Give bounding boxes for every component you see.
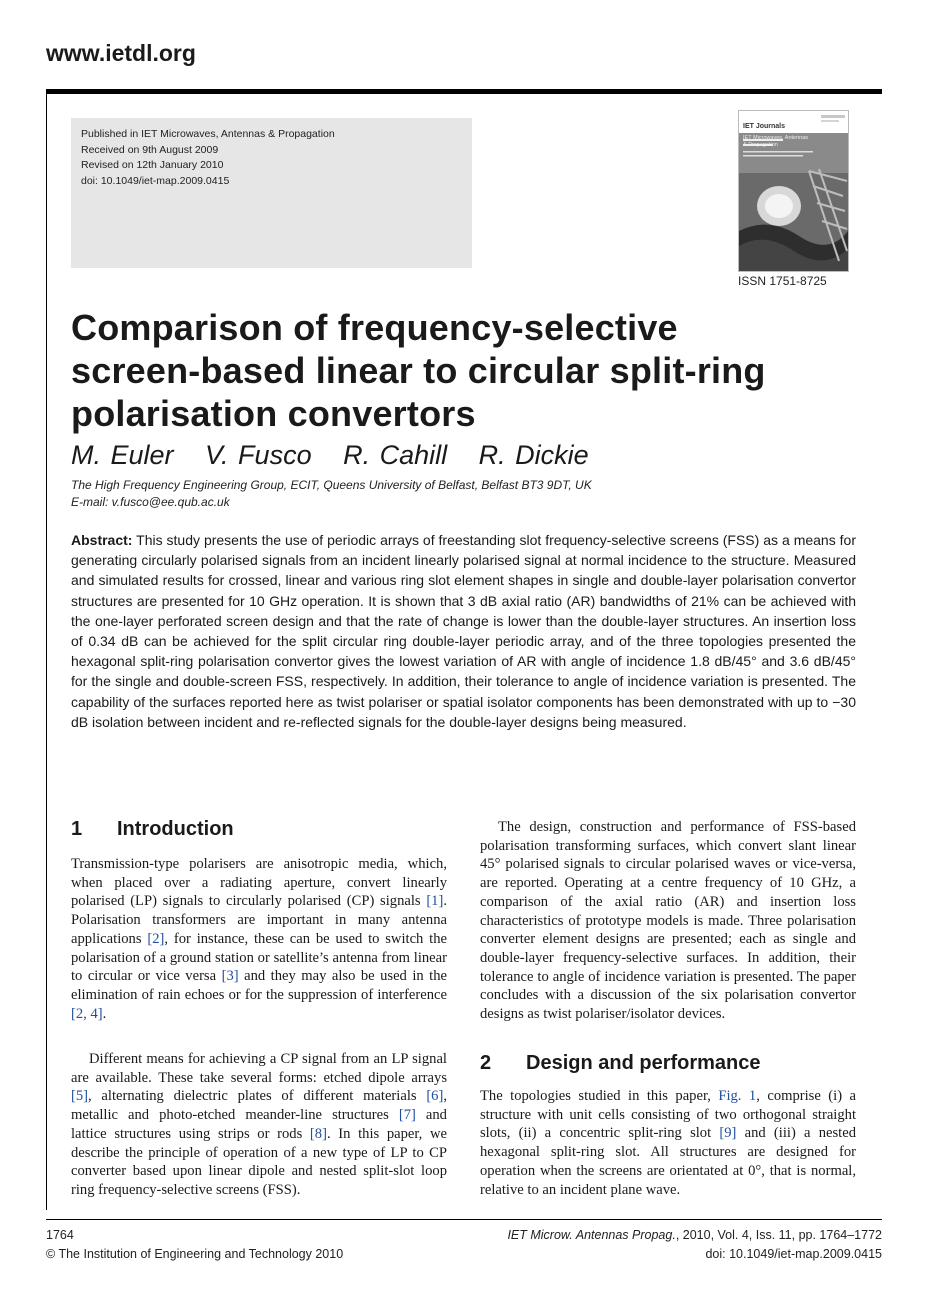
citation-line: [440, 1226, 882, 1245]
citation-link[interactable]: [1]: [426, 893, 444, 910]
volume-info: , 2010, Vol. 4, Iss. 11, pp. 1764–1772: [675, 1228, 882, 1242]
published-in: Published in IET Microwaves, Antennas & Propagation: [81, 128, 335, 140]
text-run: , alternating dielectric plates of different materials: [88, 1088, 427, 1105]
section-heading-design: [480, 1052, 761, 1075]
top-rule: [46, 89, 882, 94]
title-line: polarisation convertors: [71, 393, 476, 434]
page-number: 1764: [46, 1228, 74, 1242]
revised-date: Revised on 12th January 2010: [81, 159, 224, 171]
text-run: . Polarisation transformers are important in many antenna applications: [71, 893, 447, 947]
copyright: © The Institution of Engineering and Technology 2010: [46, 1247, 344, 1261]
journal-abbrev: IET Microw. Antennas Propag.: [507, 1228, 676, 1242]
text-run: .: [102, 1005, 107, 1022]
cover-brand: IET Journals: [743, 123, 786, 130]
text-run: , for instance, these can be used to switch the polarisation of a ground station or satellite’s antenna from linear to circular or vice versa: [71, 930, 448, 985]
text-run: and they may also be used in the elimination of rain echoes or for the suppression of interference: [71, 968, 447, 1003]
section-heading-introduction: [71, 818, 234, 841]
author: R. Cahill: [343, 440, 448, 470]
affiliation: The High Frequency Engineering Group, ECIT, Queens University of Belfast, Belfast BT3 9DT, UK: [71, 478, 592, 492]
intro-paragraph-2: [71, 1050, 447, 1200]
citation-link[interactable]: [9]: [719, 1125, 737, 1142]
title-line: Comparison of frequency-selective: [71, 307, 678, 348]
text-run: and (iii) a nested hexagonal split-ring slot. All structures are designed for operation when the screens are orientated at 0°, that is normal, relative to an incident plane wave.: [480, 1125, 856, 1198]
footer-rule: [46, 1219, 882, 1220]
citation-link[interactable]: [8]: [309, 1125, 327, 1142]
author: V. Fusco: [205, 440, 312, 470]
doi-footer[interactable]: doi: 10.1049/iet-map.2009.0415: [705, 1247, 882, 1261]
text-run: , metallic and photo-etched meander-line structures: [71, 1088, 447, 1124]
article-title: [71, 306, 831, 435]
text-run: and lattice structures using strips or rods: [71, 1107, 447, 1142]
text-run: Different means for achieving a CP signal from an LP signal are available. These take several forms: etched dipole arrays: [71, 1051, 447, 1086]
author: M. Euler: [71, 440, 174, 470]
paragraph-text: The design, construction and performance of FSS-based polarisation transforming surfaces, which convert slant linear 45° polarised signals to circular polarised waves or vice-versa, are reported. Operating at a centre frequency of 10 GHz, a comparison of the axial ratio (AR) and insertion loss characteristics of prototype models is made. Three polarisation converter element designs are presented; each as single and double-layer frequency-selective surfaces. In addition, their tolerance to angle of incidence variation is presented. The paper concludes with a discussion of the six polarisation convertor designs as twist polariser/isolator devices.: [480, 819, 856, 1023]
figure-link[interactable]: Fig. 1: [718, 1088, 757, 1104]
text-run: . In this paper, we describe the principle of operation of a new type of LP to CP converter based upon linear dipole and nested split-slot loop ring frequency-selective screens (FSS).: [71, 1125, 447, 1198]
section-title: Introduction: [117, 818, 234, 840]
cover-title: [743, 135, 808, 149]
citation-link[interactable]: [7]: [398, 1107, 416, 1124]
text-run: The topologies studied in this paper,: [480, 1088, 719, 1104]
citation-link[interactable]: [2]: [147, 930, 165, 947]
email[interactable]: E-mail: v.fusco@ee.qub.ac.uk: [71, 495, 230, 509]
design-paragraph-1: [480, 1087, 856, 1199]
section-number: 2: [480, 1052, 492, 1074]
text-run: Transmission-type polarisers are anisotropic media, which, when placed over a radiating aperture, convert linearly polarised (LP) signals to circularly polarised (CP) signals: [71, 856, 447, 910]
footer-right: [440, 1226, 882, 1264]
publication-info-box: [71, 118, 472, 268]
affiliation-block: [71, 477, 592, 511]
issn: ISSN 1751-8725: [738, 274, 827, 288]
received-date: Received on 9th August 2009: [81, 143, 219, 156]
author-list: [71, 440, 611, 471]
site-url[interactable]: www.ietdl.org: [46, 40, 196, 66]
intro-paragraph-1: [71, 855, 447, 1023]
text-run: , comprise (i) a structure with unit cells consisting of two orthogonal straight slots, (ii) a concentric split-ring slot: [480, 1088, 857, 1142]
author: R. Dickie: [478, 440, 589, 470]
citation-link[interactable]: [3]: [221, 968, 239, 985]
footer-left: [46, 1226, 343, 1264]
abstract: [71, 530, 856, 732]
doi-header[interactable]: doi: 10.1049/iet-map.2009.0415: [81, 174, 230, 187]
abstract-text: This study presents the use of periodic arrays of freestanding slot frequency-selective screens (FSS) as a means for generating circularly polarised signals from an incident linearly polarised signal at normal incidence to the structure. Measured and simulated results for crossed, linear and various ring slot element shapes in single and double-layer polarisation convertor structures are presented for 10 GHz operation. It is shown that 3 dB axial ratio (AR) bandwidths of 21% can be achieved with the one-layer perforated screen design and that the rate of change is lower than the double-layer structures. An insertion loss of 0.34 dB can be achieved for the split circular ring double-layer periodic array, and of the three topologies presented the hexagonal split-ring polarisation convertor gives the lowest variation of AR with angle of incidence 1.8 dB/45° and 3.6 dB/45° for the single and double-screen FSS, respectively. In addition, their tolerance to angle of incidence variation is presented. The capability of the surfaces reported here as twist polariser or spatial isolator components has been demonstrated with up to −30 dB isolation between incident and re-reflected signals for the double-layer designs being measured.: [71, 532, 856, 730]
left-rule: [46, 94, 47, 1210]
cover-title-line: & Propagation: [743, 142, 778, 148]
section-title: Design and performance: [526, 1052, 761, 1074]
title-line: screen-based linear to circular split-ring: [71, 350, 766, 391]
citation-link[interactable]: [6]: [426, 1088, 444, 1105]
intro-paragraph-3: [480, 818, 856, 1024]
section-number: 1: [71, 818, 83, 840]
citation-link[interactable]: [5]: [71, 1088, 89, 1105]
citation-link[interactable]: [2, 4]: [71, 1005, 103, 1022]
cover-title-line: IET Microwaves, Antennas: [743, 135, 809, 141]
journal-cover-image: [738, 110, 849, 272]
abstract-label: Abstract:: [71, 532, 133, 548]
